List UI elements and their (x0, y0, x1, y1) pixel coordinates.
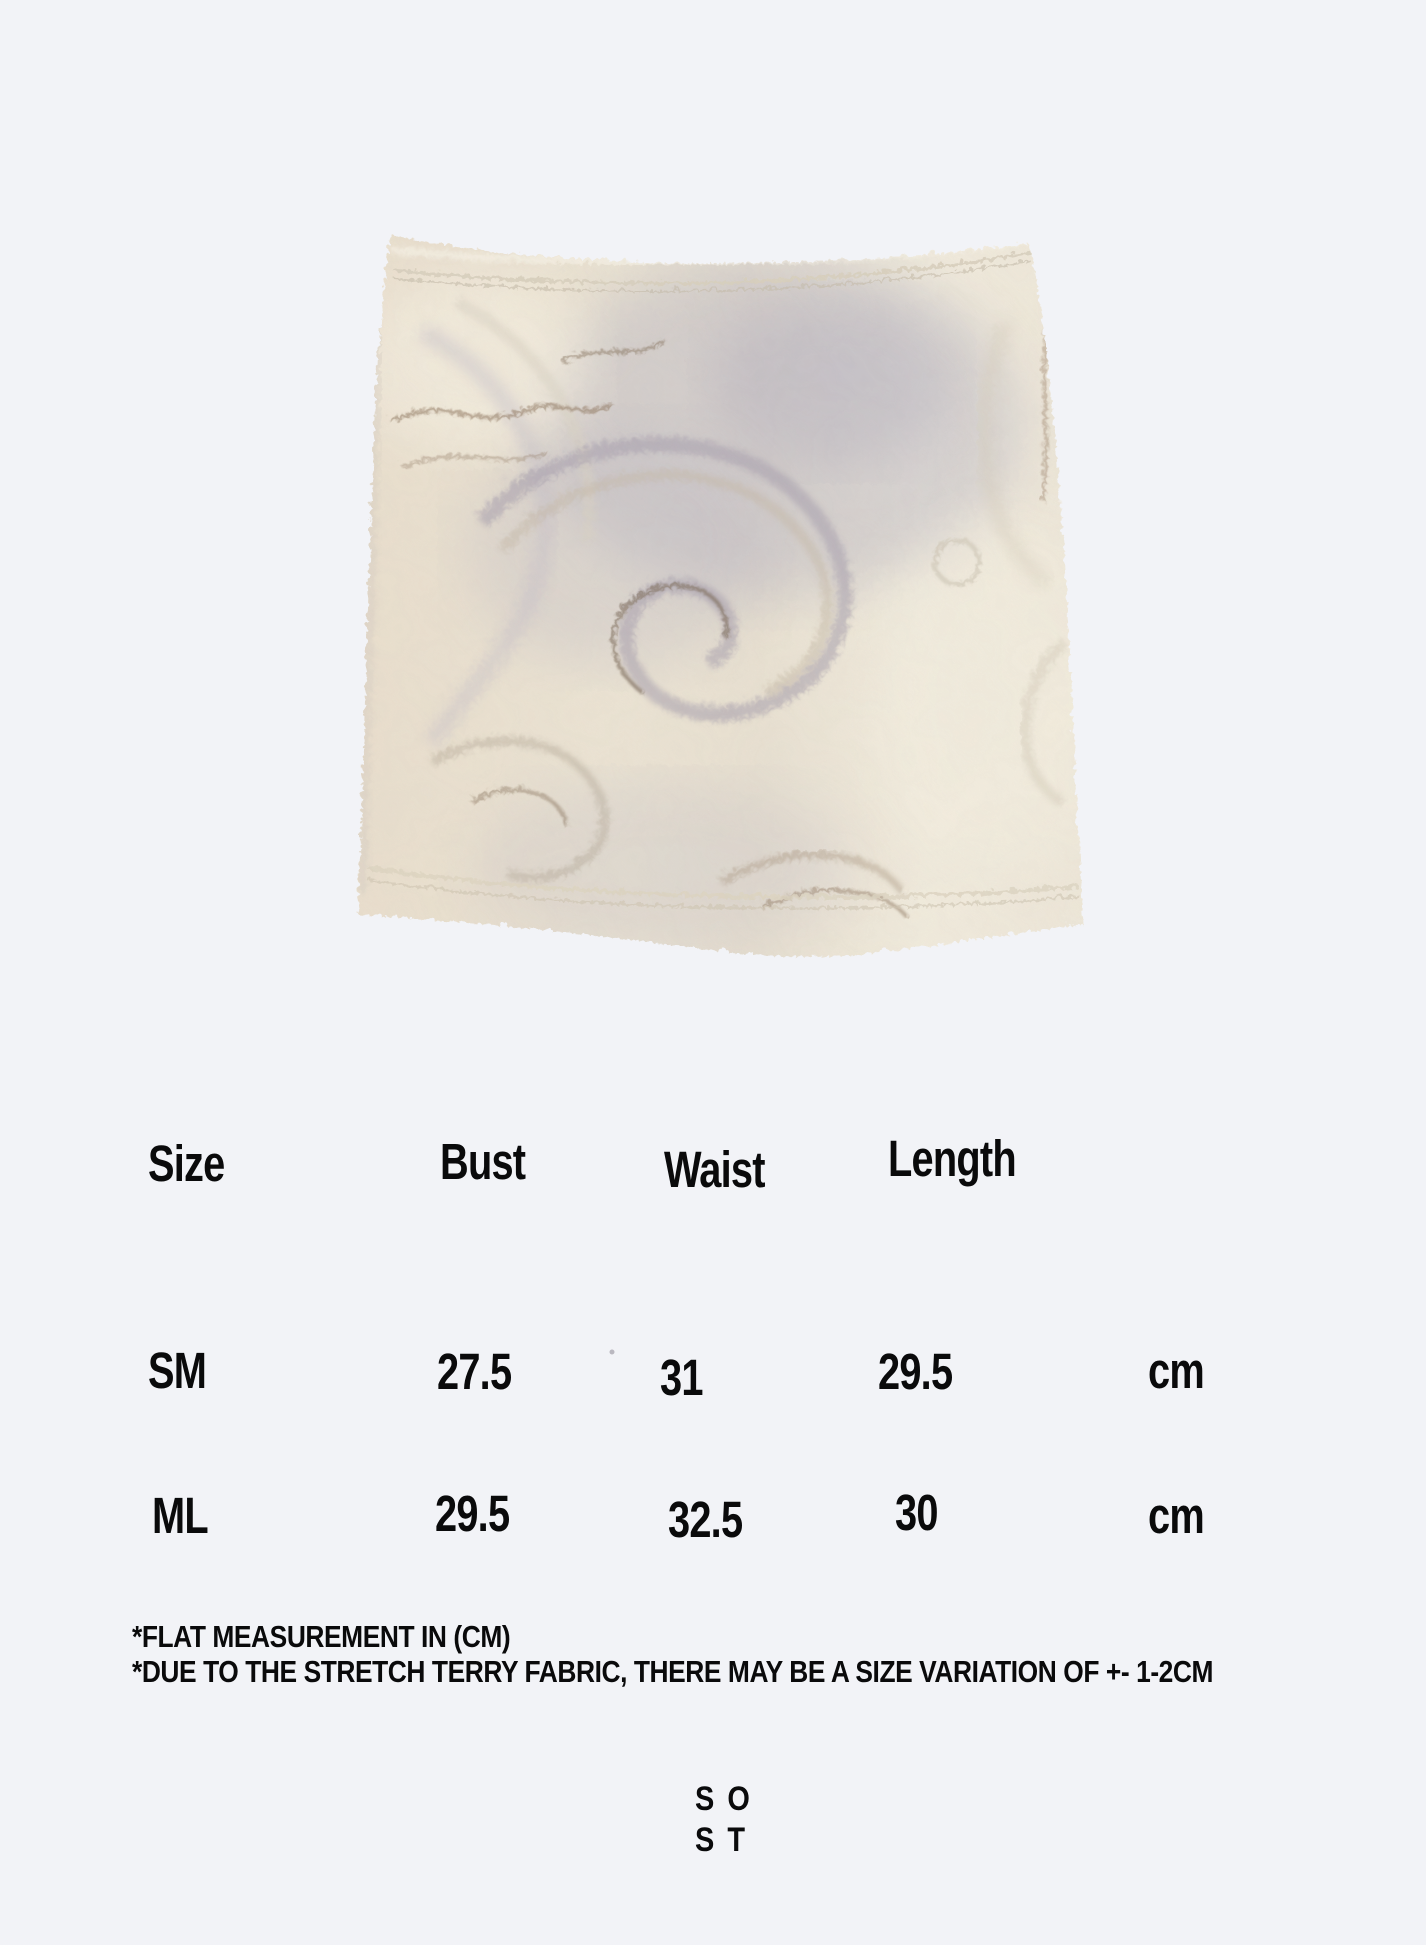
waist-seam (392, 250, 1028, 281)
col-header-waist: Waist (664, 1141, 765, 1198)
cell-sm-waist: 31 (660, 1349, 703, 1406)
cell-ml-size: ML (152, 1487, 208, 1544)
cell-ml-length: 30 (895, 1484, 938, 1541)
brand-logo-line2: S T (695, 1821, 748, 1859)
garment-outline (356, 232, 1081, 954)
footnote-size-variation: *DUE TO THE STRETCH TERRY FABRIC, THERE MAY BE A SIZE VARIATION OF +- 1-2CM (132, 1654, 1214, 1689)
garment-photo-group (340, 215, 1130, 975)
footnote-flat-measurement: *FLAT MEASUREMENT IN (CM) (132, 1619, 511, 1654)
cell-sm-bust: 27.5 (437, 1343, 512, 1400)
lint-speck (610, 1350, 615, 1355)
cell-sm-length: 29.5 (878, 1343, 953, 1400)
hem-seam (366, 866, 1076, 895)
cell-sm-size: SM (148, 1342, 207, 1399)
cell-ml-waist: 32.5 (668, 1491, 743, 1548)
brand-logo-line1: S O (695, 1780, 753, 1818)
col-header-length: Length (888, 1130, 1016, 1187)
cell-ml-unit: cm (1148, 1487, 1204, 1544)
col-header-size: Size (148, 1135, 225, 1192)
col-header-bust: Bust (440, 1133, 526, 1190)
cell-ml-bust: 29.5 (435, 1485, 510, 1542)
cell-sm-unit: cm (1148, 1342, 1204, 1399)
